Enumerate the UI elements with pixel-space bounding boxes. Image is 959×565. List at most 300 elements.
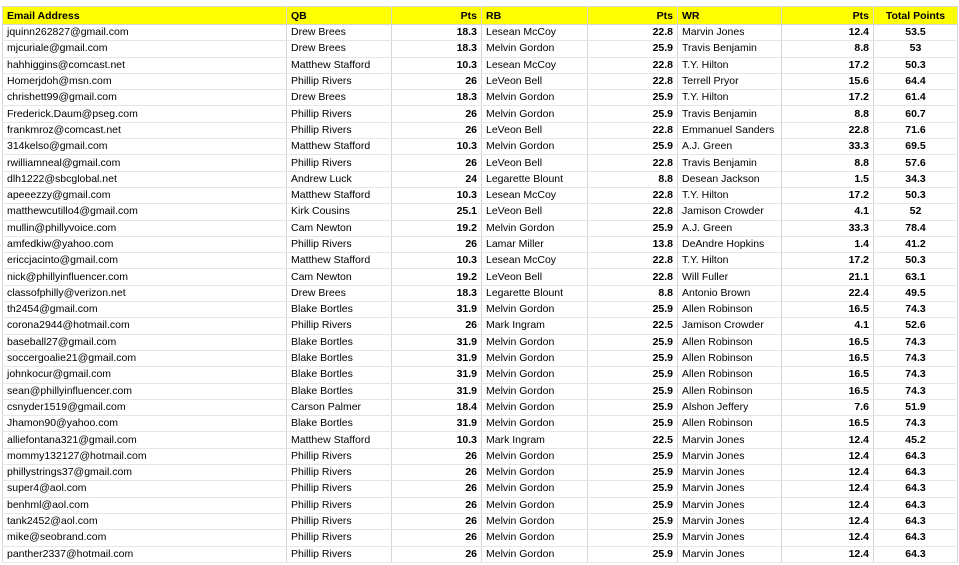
- total-points-cell[interactable]: 50.3: [874, 57, 958, 73]
- email-cell[interactable]: 314kelso@gmail.com: [3, 139, 287, 155]
- qb-pts-cell[interactable]: 24: [392, 171, 482, 187]
- rb-cell[interactable]: Melvin Gordon: [482, 497, 588, 513]
- rb-cell[interactable]: Melvin Gordon: [482, 383, 588, 399]
- table-row: [3, 448, 958, 464]
- qb-cell[interactable]: Phillip Rivers: [287, 513, 392, 529]
- rb-cell[interactable]: Melvin Gordon: [482, 350, 588, 366]
- qb-pts-cell[interactable]: 26: [392, 465, 482, 481]
- rb-pts-cell[interactable]: 22.8: [588, 25, 678, 41]
- total-points-cell[interactable]: 64.3: [874, 481, 958, 497]
- rb-pts-cell[interactable]: 25.9: [588, 220, 678, 236]
- total-points-cell[interactable]: 69.5: [874, 139, 958, 155]
- wr-cell[interactable]: T.Y. Hilton: [678, 253, 782, 269]
- email-cell[interactable]: benhml@aol.com: [3, 497, 287, 513]
- rb-pts-cell[interactable]: 22.5: [588, 432, 678, 448]
- qb-cell[interactable]: Blake Bortles: [287, 334, 392, 350]
- qb-pts-cell[interactable]: 31.9: [392, 383, 482, 399]
- rb-pts-cell[interactable]: 25.9: [588, 530, 678, 546]
- wr-pts-cell[interactable]: 17.2: [782, 90, 874, 106]
- wr-cell[interactable]: Marvin Jones: [678, 25, 782, 41]
- email-cell[interactable]: corona2944@hotmail.com: [3, 318, 287, 334]
- wr-pts-cell[interactable]: 8.8: [782, 106, 874, 122]
- email-cell[interactable]: mommy132127@hotmail.com: [3, 448, 287, 464]
- qb-cell[interactable]: Phillip Rivers: [287, 497, 392, 513]
- qb-pts-cell[interactable]: 19.2: [392, 220, 482, 236]
- wr-cell[interactable]: Marvin Jones: [678, 546, 782, 562]
- email-cell[interactable]: jquinn262827@gmail.com: [3, 25, 287, 41]
- qb-cell[interactable]: Phillip Rivers: [287, 448, 392, 464]
- wr-pts-cell[interactable]: 8.8: [782, 41, 874, 57]
- table-row: [3, 236, 958, 252]
- wr-pts-cell[interactable]: 12.4: [782, 432, 874, 448]
- wr-cell[interactable]: Marvin Jones: [678, 513, 782, 529]
- total-points-cell[interactable]: 52.6: [874, 318, 958, 334]
- wr-cell[interactable]: Marvin Jones: [678, 448, 782, 464]
- rb-cell[interactable]: LeVeon Bell: [482, 73, 588, 89]
- qb-cell[interactable]: Cam Newton: [287, 269, 392, 285]
- qb-pts-cell[interactable]: 19.2: [392, 269, 482, 285]
- email-cell[interactable]: soccergoalie21@gmail.com: [3, 350, 287, 366]
- table-row: [3, 171, 958, 187]
- wr-cell[interactable]: Marvin Jones: [678, 465, 782, 481]
- total-points-cell[interactable]: 57.6: [874, 155, 958, 171]
- total-points-cell[interactable]: 64.3: [874, 513, 958, 529]
- table-body: [3, 25, 958, 563]
- email-cell[interactable]: tank2452@aol.com: [3, 513, 287, 529]
- rb-pts-cell[interactable]: 25.9: [588, 513, 678, 529]
- table-row: [3, 367, 958, 383]
- qb-cell[interactable]: Phillip Rivers: [287, 546, 392, 562]
- qb-pts-cell[interactable]: 18.3: [392, 285, 482, 301]
- qb-pts-cell[interactable]: 26: [392, 318, 482, 334]
- rb-pts-cell[interactable]: 25.9: [588, 465, 678, 481]
- qb-pts-cell[interactable]: 10.3: [392, 432, 482, 448]
- rb-cell[interactable]: Lesean McCoy: [482, 187, 588, 203]
- rb-pts-cell[interactable]: 8.8: [588, 171, 678, 187]
- table-row: [3, 465, 958, 481]
- rb-pts-cell[interactable]: 25.9: [588, 41, 678, 57]
- rb-pts-cell[interactable]: 25.9: [588, 90, 678, 106]
- total-points-cell[interactable]: 74.3: [874, 334, 958, 350]
- qb-cell[interactable]: Phillip Rivers: [287, 236, 392, 252]
- qb-pts-cell[interactable]: 10.3: [392, 187, 482, 203]
- wr-cell[interactable]: T.Y. Hilton: [678, 90, 782, 106]
- qb-cell[interactable]: Matthew Stafford: [287, 432, 392, 448]
- qb-cell[interactable]: Phillip Rivers: [287, 318, 392, 334]
- email-cell[interactable]: ericcjacinto@gmail.com: [3, 253, 287, 269]
- rb-cell[interactable]: Melvin Gordon: [482, 416, 588, 432]
- rb-pts-cell[interactable]: 25.9: [588, 497, 678, 513]
- wr-pts-cell[interactable]: 12.4: [782, 25, 874, 41]
- qb-pts-cell[interactable]: 10.3: [392, 139, 482, 155]
- wr-cell[interactable]: Travis Benjamin: [678, 155, 782, 171]
- wr-pts-cell[interactable]: 16.5: [782, 350, 874, 366]
- wr-pts-cell[interactable]: 7.6: [782, 399, 874, 415]
- wr-cell[interactable]: A.J. Green: [678, 139, 782, 155]
- header-rb-pts[interactable]: Pts: [588, 7, 678, 25]
- wr-cell[interactable]: Jamison Crowder: [678, 204, 782, 220]
- rb-cell[interactable]: Melvin Gordon: [482, 106, 588, 122]
- rb-cell[interactable]: LeVeon Bell: [482, 269, 588, 285]
- rb-cell[interactable]: Melvin Gordon: [482, 399, 588, 415]
- email-cell[interactable]: frankmroz@comcast.net: [3, 122, 287, 138]
- qb-cell[interactable]: Phillip Rivers: [287, 106, 392, 122]
- qb-pts-cell[interactable]: 31.9: [392, 350, 482, 366]
- wr-pts-cell[interactable]: 1.4: [782, 236, 874, 252]
- qb-cell[interactable]: Matthew Stafford: [287, 187, 392, 203]
- email-cell[interactable]: dlh1222@sbcglobal.net: [3, 171, 287, 187]
- rb-cell[interactable]: Mark Ingram: [482, 318, 588, 334]
- rb-pts-cell[interactable]: 25.9: [588, 106, 678, 122]
- email-cell[interactable]: chrishett99@gmail.com: [3, 90, 287, 106]
- wr-cell[interactable]: A.J. Green: [678, 220, 782, 236]
- qb-pts-cell[interactable]: 10.3: [392, 253, 482, 269]
- total-points-cell[interactable]: 74.3: [874, 367, 958, 383]
- table-row: [3, 204, 958, 220]
- total-points-cell[interactable]: 53: [874, 41, 958, 57]
- rb-pts-cell[interactable]: 22.5: [588, 318, 678, 334]
- rb-cell[interactable]: LeVeon Bell: [482, 204, 588, 220]
- qb-cell[interactable]: Cam Newton: [287, 220, 392, 236]
- wr-pts-cell[interactable]: 16.5: [782, 416, 874, 432]
- total-points-cell[interactable]: 74.3: [874, 416, 958, 432]
- rb-pts-cell[interactable]: 25.9: [588, 481, 678, 497]
- qb-cell[interactable]: Blake Bortles: [287, 350, 392, 366]
- qb-cell[interactable]: Kirk Cousins: [287, 204, 392, 220]
- rb-pts-cell[interactable]: 25.9: [588, 139, 678, 155]
- wr-cell[interactable]: Allen Robinson: [678, 383, 782, 399]
- rb-cell[interactable]: Melvin Gordon: [482, 513, 588, 529]
- qb-cell[interactable]: Phillip Rivers: [287, 481, 392, 497]
- wr-cell[interactable]: Will Fuller: [678, 269, 782, 285]
- email-cell[interactable]: mullin@phillyvoice.com: [3, 220, 287, 236]
- rb-cell[interactable]: Melvin Gordon: [482, 220, 588, 236]
- wr-pts-cell[interactable]: 16.5: [782, 334, 874, 350]
- rb-pts-cell[interactable]: 25.9: [588, 448, 678, 464]
- qb-pts-cell[interactable]: 26: [392, 122, 482, 138]
- wr-pts-cell[interactable]: 17.2: [782, 187, 874, 203]
- total-points-cell[interactable]: 78.4: [874, 220, 958, 236]
- email-cell[interactable]: johnkocur@gmail.com: [3, 367, 287, 383]
- wr-pts-cell[interactable]: 12.4: [782, 481, 874, 497]
- email-cell[interactable]: Jhamon90@yahoo.com: [3, 416, 287, 432]
- wr-cell[interactable]: Allen Robinson: [678, 367, 782, 383]
- rb-pts-cell[interactable]: 25.9: [588, 416, 678, 432]
- wr-pts-cell[interactable]: 12.4: [782, 465, 874, 481]
- qb-pts-cell[interactable]: 26: [392, 155, 482, 171]
- email-cell[interactable]: Frederick.Daum@pseg.com: [3, 106, 287, 122]
- rb-cell[interactable]: LeVeon Bell: [482, 122, 588, 138]
- rb-cell[interactable]: Lesean McCoy: [482, 253, 588, 269]
- qb-cell[interactable]: Blake Bortles: [287, 367, 392, 383]
- email-cell[interactable]: th2454@gmail.com: [3, 302, 287, 318]
- qb-pts-cell[interactable]: 31.9: [392, 302, 482, 318]
- total-points-cell[interactable]: 49.5: [874, 285, 958, 301]
- wr-pts-cell[interactable]: 33.3: [782, 220, 874, 236]
- rb-pts-cell[interactable]: 25.9: [588, 367, 678, 383]
- wr-cell[interactable]: Emmanuel Sanders: [678, 122, 782, 138]
- qb-cell[interactable]: Matthew Stafford: [287, 57, 392, 73]
- wr-cell[interactable]: Marvin Jones: [678, 432, 782, 448]
- wr-pts-cell[interactable]: 12.4: [782, 530, 874, 546]
- total-points-cell[interactable]: 64.3: [874, 448, 958, 464]
- qb-pts-cell[interactable]: 26: [392, 73, 482, 89]
- table-row: [3, 546, 958, 562]
- total-points-cell[interactable]: 52: [874, 204, 958, 220]
- wr-pts-cell[interactable]: 16.5: [782, 383, 874, 399]
- wr-pts-cell[interactable]: 22.8: [782, 122, 874, 138]
- table-row: [3, 497, 958, 513]
- email-cell[interactable]: panther2337@hotmail.com: [3, 546, 287, 562]
- table-row: [3, 41, 958, 57]
- table-row: [3, 285, 958, 301]
- rb-cell[interactable]: Melvin Gordon: [482, 90, 588, 106]
- header-email[interactable]: Email Address: [3, 7, 287, 25]
- qb-cell[interactable]: Drew Brees: [287, 90, 392, 106]
- rb-pts-cell[interactable]: 25.9: [588, 383, 678, 399]
- wr-pts-cell[interactable]: 17.2: [782, 253, 874, 269]
- rb-pts-cell[interactable]: 22.8: [588, 187, 678, 203]
- wr-pts-cell[interactable]: 12.4: [782, 448, 874, 464]
- rb-cell[interactable]: Legarette Blount: [482, 285, 588, 301]
- rb-cell[interactable]: Melvin Gordon: [482, 465, 588, 481]
- qb-pts-cell[interactable]: 10.3: [392, 57, 482, 73]
- email-cell[interactable]: super4@aol.com: [3, 481, 287, 497]
- total-points-cell[interactable]: 45.2: [874, 432, 958, 448]
- rb-cell[interactable]: Melvin Gordon: [482, 546, 588, 562]
- rb-cell[interactable]: Lesean McCoy: [482, 57, 588, 73]
- qb-pts-cell[interactable]: 26: [392, 106, 482, 122]
- total-points-cell[interactable]: 74.3: [874, 350, 958, 366]
- wr-cell[interactable]: Marvin Jones: [678, 497, 782, 513]
- qb-pts-cell[interactable]: 26: [392, 546, 482, 562]
- wr-cell[interactable]: Marvin Jones: [678, 530, 782, 546]
- qb-pts-cell[interactable]: 31.9: [392, 367, 482, 383]
- qb-cell[interactable]: Carson Palmer: [287, 399, 392, 415]
- rb-pts-cell[interactable]: 22.8: [588, 73, 678, 89]
- wr-cell[interactable]: Allen Robinson: [678, 334, 782, 350]
- rb-cell[interactable]: Legarette Blount: [482, 171, 588, 187]
- table-row: [3, 139, 958, 155]
- qb-cell[interactable]: Blake Bortles: [287, 416, 392, 432]
- qb-pts-cell[interactable]: 18.4: [392, 399, 482, 415]
- table-row: [3, 106, 958, 122]
- qb-cell[interactable]: Blake Bortles: [287, 383, 392, 399]
- wr-pts-cell[interactable]: 4.1: [782, 204, 874, 220]
- total-points-cell[interactable]: 61.4: [874, 90, 958, 106]
- total-points-cell[interactable]: 50.3: [874, 253, 958, 269]
- wr-cell[interactable]: Allen Robinson: [678, 350, 782, 366]
- header-wr[interactable]: WR: [678, 7, 782, 25]
- qb-cell[interactable]: Andrew Luck: [287, 171, 392, 187]
- rb-cell[interactable]: Lamar Miller: [482, 236, 588, 252]
- wr-pts-cell[interactable]: 16.5: [782, 302, 874, 318]
- rb-cell[interactable]: Melvin Gordon: [482, 302, 588, 318]
- wr-pts-cell[interactable]: 17.2: [782, 57, 874, 73]
- total-points-cell[interactable]: 64.3: [874, 546, 958, 562]
- total-points-cell[interactable]: 74.3: [874, 383, 958, 399]
- total-points-cell[interactable]: 63.1: [874, 269, 958, 285]
- rb-pts-cell[interactable]: 25.9: [588, 546, 678, 562]
- wr-cell[interactable]: Terrell Pryor: [678, 73, 782, 89]
- header-row: [3, 7, 958, 25]
- email-cell[interactable]: alliefontana321@gmail.com: [3, 432, 287, 448]
- rb-cell[interactable]: Melvin Gordon: [482, 481, 588, 497]
- email-cell[interactable]: nick@phillyinfluencer.com: [3, 269, 287, 285]
- table-row: [3, 122, 958, 138]
- qb-cell[interactable]: Phillip Rivers: [287, 122, 392, 138]
- rb-cell[interactable]: Mark Ingram: [482, 432, 588, 448]
- rb-cell[interactable]: Lesean McCoy: [482, 25, 588, 41]
- email-cell[interactable]: matthewcutillo4@gmail.com: [3, 204, 287, 220]
- qb-pts-cell[interactable]: 31.9: [392, 334, 482, 350]
- total-points-cell[interactable]: 71.6: [874, 122, 958, 138]
- rb-cell[interactable]: Melvin Gordon: [482, 41, 588, 57]
- qb-cell[interactable]: Phillip Rivers: [287, 465, 392, 481]
- email-cell[interactable]: hahhiggins@comcast.net: [3, 57, 287, 73]
- wr-cell[interactable]: Alshon Jeffery: [678, 399, 782, 415]
- table-row: [3, 432, 958, 448]
- table-row: [3, 530, 958, 546]
- email-cell[interactable]: baseball27@gmail.com: [3, 334, 287, 350]
- qb-cell[interactable]: Phillip Rivers: [287, 73, 392, 89]
- wr-cell[interactable]: Allen Robinson: [678, 416, 782, 432]
- rb-cell[interactable]: LeVeon Bell: [482, 155, 588, 171]
- qb-cell[interactable]: Matthew Stafford: [287, 253, 392, 269]
- wr-pts-cell[interactable]: 16.5: [782, 367, 874, 383]
- email-cell[interactable]: csnyder1519@gmail.com: [3, 399, 287, 415]
- email-cell[interactable]: amfedkiw@yahoo.com: [3, 236, 287, 252]
- total-points-cell[interactable]: 64.3: [874, 465, 958, 481]
- qb-cell[interactable]: Phillip Rivers: [287, 530, 392, 546]
- total-points-cell[interactable]: 74.3: [874, 302, 958, 318]
- rb-pts-cell[interactable]: 22.8: [588, 122, 678, 138]
- rb-pts-cell[interactable]: 22.8: [588, 57, 678, 73]
- qb-pts-cell[interactable]: 26: [392, 481, 482, 497]
- rb-pts-cell[interactable]: 22.8: [588, 269, 678, 285]
- rb-pts-cell[interactable]: 13.8: [588, 236, 678, 252]
- table-row: [3, 269, 958, 285]
- header-rb[interactable]: RB: [482, 7, 588, 25]
- email-cell[interactable]: mike@seobrand.com: [3, 530, 287, 546]
- table-row: [3, 253, 958, 269]
- wr-cell[interactable]: DeAndre Hopkins: [678, 236, 782, 252]
- rb-pts-cell[interactable]: 25.9: [588, 302, 678, 318]
- total-points-cell[interactable]: 50.3: [874, 187, 958, 203]
- qb-pts-cell[interactable]: 26: [392, 448, 482, 464]
- email-cell[interactable]: mjcuriale@gmail.com: [3, 41, 287, 57]
- wr-pts-cell[interactable]: 22.4: [782, 285, 874, 301]
- wr-cell[interactable]: Travis Benjamin: [678, 106, 782, 122]
- qb-cell[interactable]: Matthew Stafford: [287, 139, 392, 155]
- total-points-cell[interactable]: 41.2: [874, 236, 958, 252]
- header-total-points[interactable]: Total Points: [874, 7, 958, 25]
- qb-cell[interactable]: Phillip Rivers: [287, 155, 392, 171]
- wr-pts-cell[interactable]: 4.1: [782, 318, 874, 334]
- qb-pts-cell[interactable]: 18.3: [392, 90, 482, 106]
- total-points-cell[interactable]: 64.3: [874, 530, 958, 546]
- wr-cell[interactable]: Antonio Brown: [678, 285, 782, 301]
- rb-cell[interactable]: Melvin Gordon: [482, 367, 588, 383]
- table-row: [3, 73, 958, 89]
- total-points-cell[interactable]: 64.3: [874, 497, 958, 513]
- table-row: [3, 90, 958, 106]
- rb-pts-cell[interactable]: 25.9: [588, 334, 678, 350]
- rb-pts-cell[interactable]: 22.8: [588, 204, 678, 220]
- email-cell[interactable]: apeeezzy@gmail.com: [3, 187, 287, 203]
- email-cell[interactable]: sean@phillyinfluencer.com: [3, 383, 287, 399]
- qb-pts-cell[interactable]: 18.3: [392, 25, 482, 41]
- spreadsheet-table: [2, 6, 958, 563]
- email-cell[interactable]: classofphilly@verizon.net: [3, 285, 287, 301]
- total-points-cell[interactable]: 34.3: [874, 171, 958, 187]
- rb-pts-cell[interactable]: 25.9: [588, 350, 678, 366]
- rb-pts-cell[interactable]: 22.8: [588, 155, 678, 171]
- header-qb-pts[interactable]: Pts: [392, 7, 482, 25]
- qb-pts-cell[interactable]: 31.9: [392, 416, 482, 432]
- wr-pts-cell[interactable]: 12.4: [782, 546, 874, 562]
- rb-cell[interactable]: Melvin Gordon: [482, 334, 588, 350]
- total-points-cell[interactable]: 64.4: [874, 73, 958, 89]
- table-row: [3, 399, 958, 415]
- wr-pts-cell[interactable]: 12.4: [782, 497, 874, 513]
- rb-pts-cell[interactable]: 22.8: [588, 253, 678, 269]
- qb-pts-cell[interactable]: 26: [392, 236, 482, 252]
- rb-cell[interactable]: Melvin Gordon: [482, 448, 588, 464]
- wr-pts-cell[interactable]: 8.8: [782, 155, 874, 171]
- wr-cell[interactable]: Desean Jackson: [678, 171, 782, 187]
- table-row: [3, 25, 958, 41]
- qb-pts-cell[interactable]: 26: [392, 513, 482, 529]
- total-points-cell[interactable]: 60.7: [874, 106, 958, 122]
- email-cell[interactable]: phillystrings37@gmail.com: [3, 465, 287, 481]
- qb-cell[interactable]: Blake Bortles: [287, 302, 392, 318]
- wr-cell[interactable]: T.Y. Hilton: [678, 57, 782, 73]
- table-row: [3, 318, 958, 334]
- qb-pts-cell[interactable]: 25.1: [392, 204, 482, 220]
- table-row: [3, 383, 958, 399]
- qb-pts-cell[interactable]: 26: [392, 497, 482, 513]
- rb-cell[interactable]: Melvin Gordon: [482, 530, 588, 546]
- total-points-cell[interactable]: 53.5: [874, 25, 958, 41]
- wr-cell[interactable]: Marvin Jones: [678, 481, 782, 497]
- qb-pts-cell[interactable]: 18.3: [392, 41, 482, 57]
- header-qb[interactable]: QB: [287, 7, 392, 25]
- total-points-cell[interactable]: 51.9: [874, 399, 958, 415]
- qb-pts-cell[interactable]: 26: [392, 530, 482, 546]
- wr-pts-cell[interactable]: 33.3: [782, 139, 874, 155]
- header-wr-pts[interactable]: Pts: [782, 7, 874, 25]
- email-cell[interactable]: rwilliamneal@gmail.com: [3, 155, 287, 171]
- wr-pts-cell[interactable]: 21.1: [782, 269, 874, 285]
- qb-cell[interactable]: Drew Brees: [287, 285, 392, 301]
- qb-cell[interactable]: Drew Brees: [287, 41, 392, 57]
- wr-pts-cell[interactable]: 12.4: [782, 513, 874, 529]
- wr-pts-cell[interactable]: 1.5: [782, 171, 874, 187]
- table-row: [3, 334, 958, 350]
- email-cell[interactable]: Homerjdoh@msn.com: [3, 73, 287, 89]
- wr-cell[interactable]: Allen Robinson: [678, 302, 782, 318]
- wr-cell[interactable]: Jamison Crowder: [678, 318, 782, 334]
- wr-cell[interactable]: Travis Benjamin: [678, 41, 782, 57]
- rb-pts-cell[interactable]: 8.8: [588, 285, 678, 301]
- wr-cell[interactable]: T.Y. Hilton: [678, 187, 782, 203]
- rb-cell[interactable]: Melvin Gordon: [482, 139, 588, 155]
- rb-pts-cell[interactable]: 25.9: [588, 399, 678, 415]
- qb-cell[interactable]: Drew Brees: [287, 25, 392, 41]
- table-row: [3, 513, 958, 529]
- wr-pts-cell[interactable]: 15.6: [782, 73, 874, 89]
